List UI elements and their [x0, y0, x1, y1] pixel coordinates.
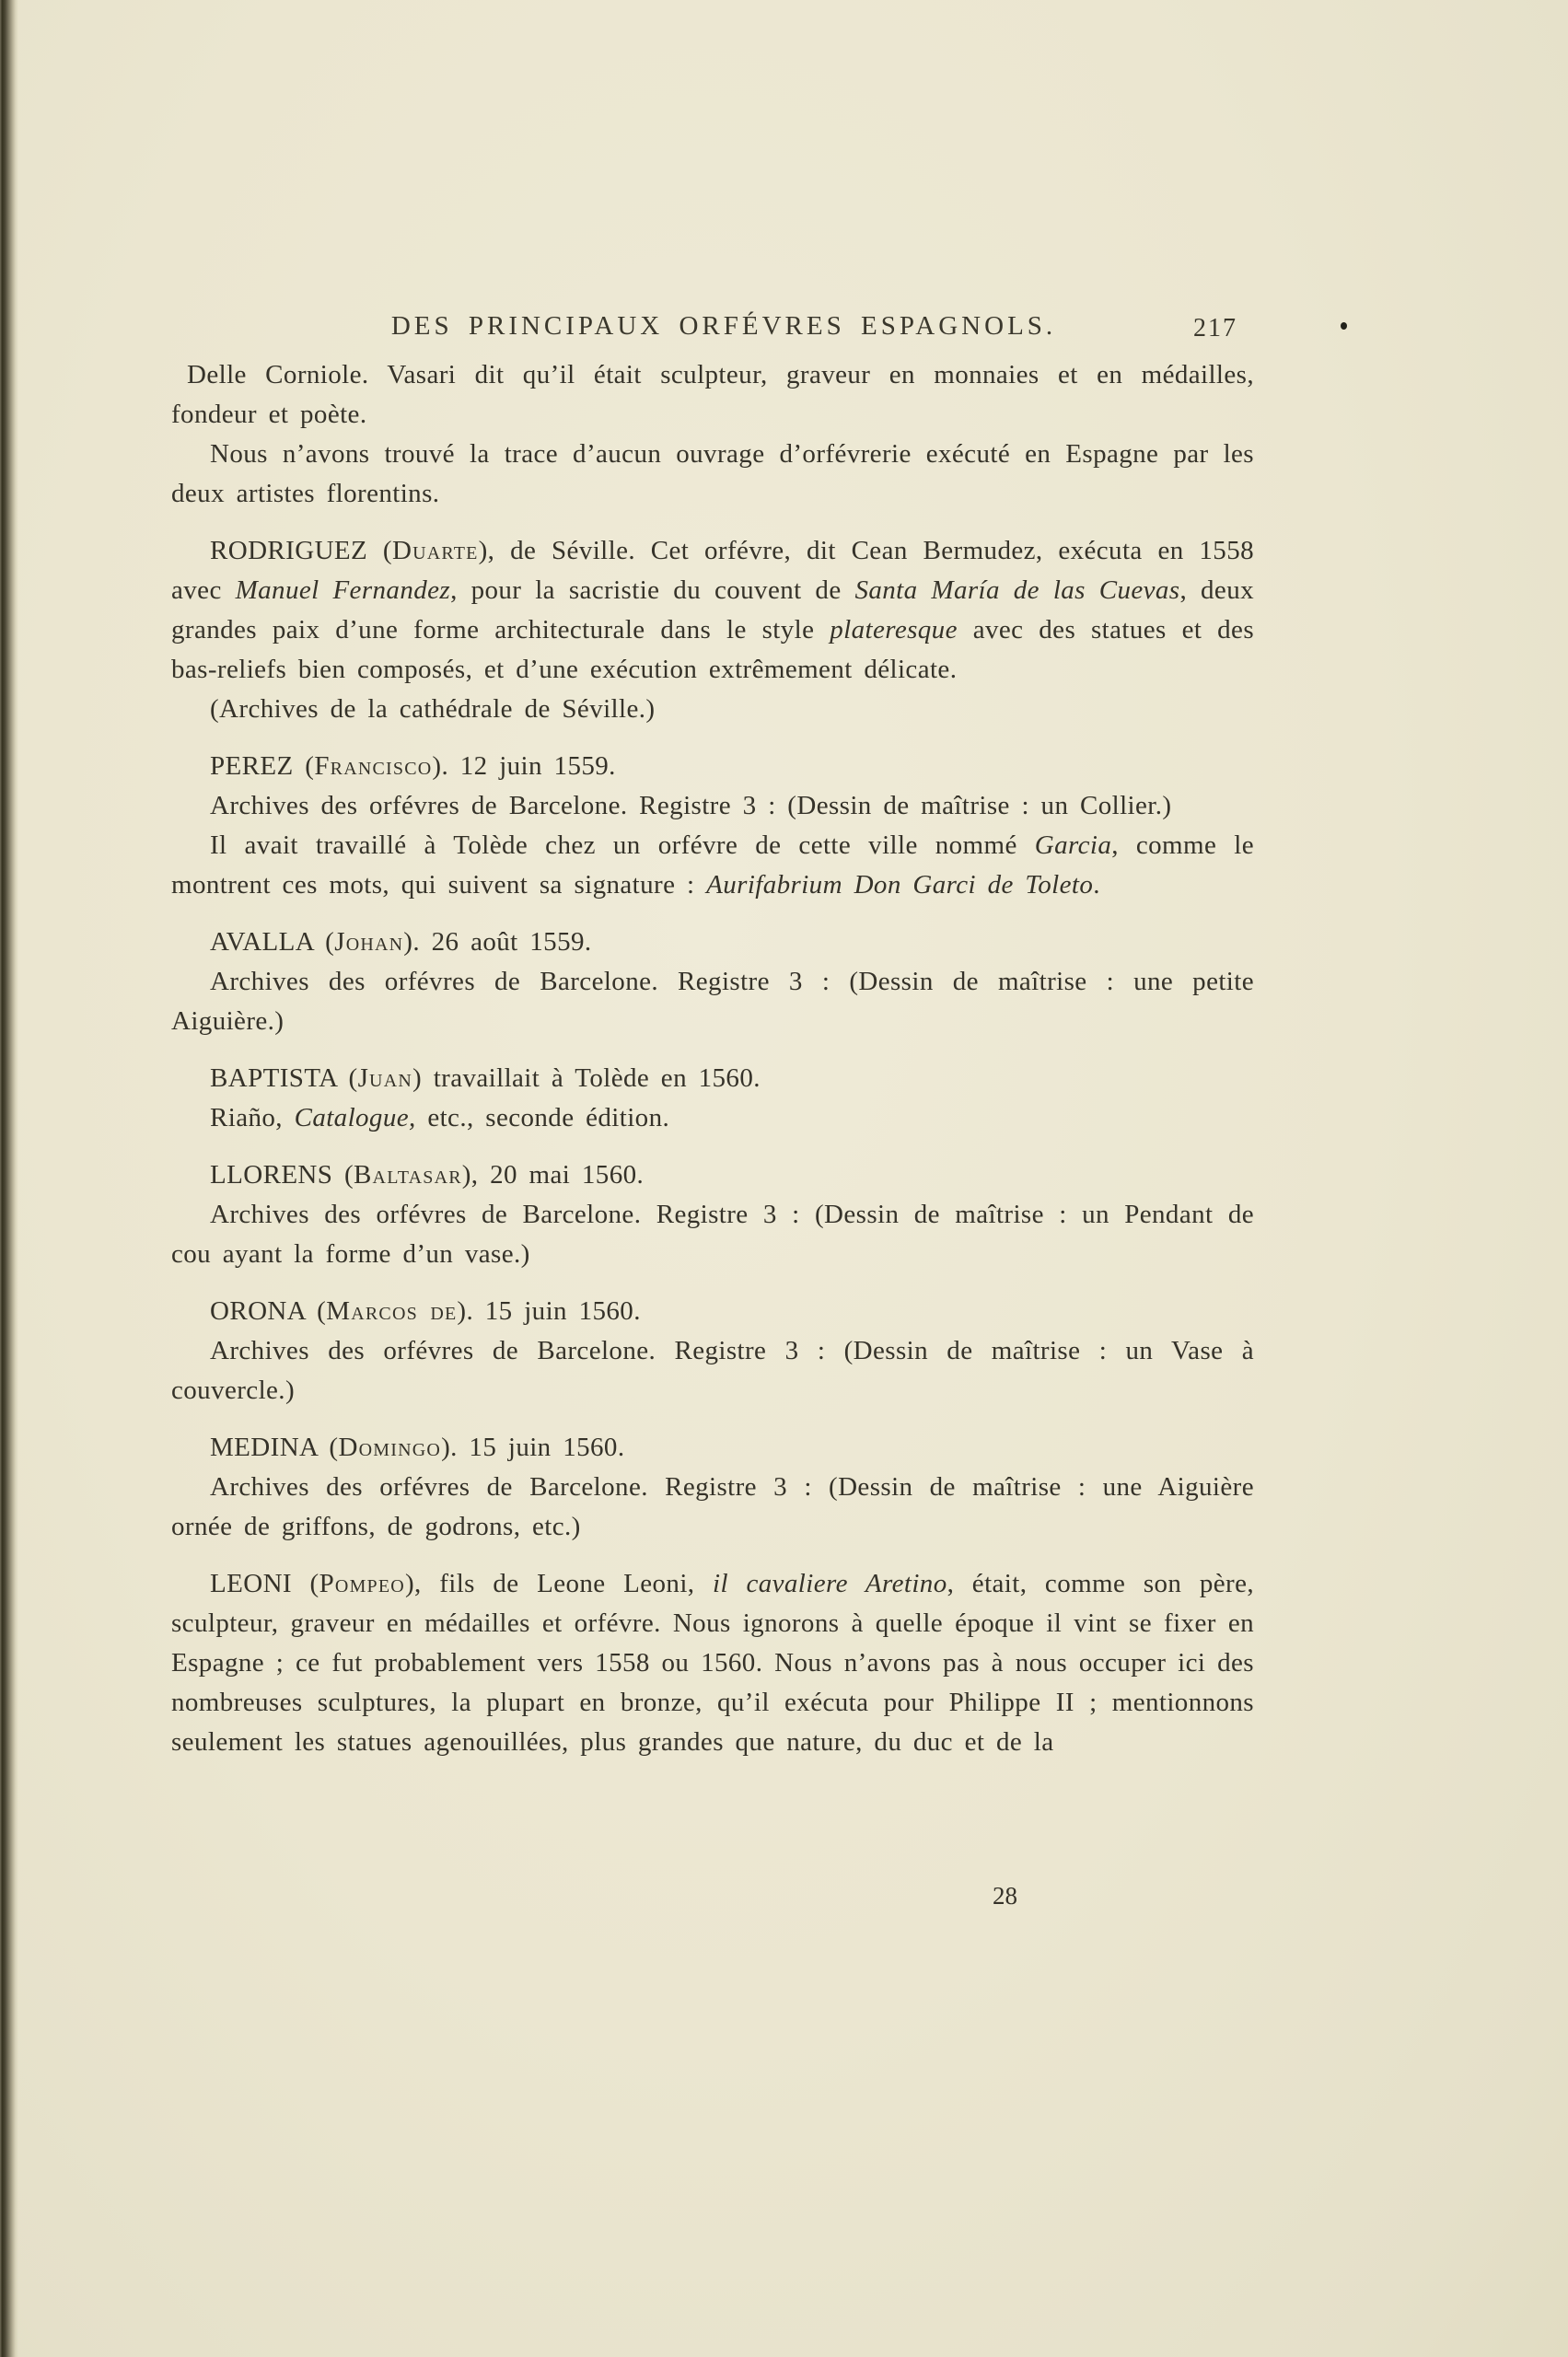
paragraph: [171, 962, 1254, 1041]
paragraph: [171, 826, 1254, 905]
paragraph: [171, 1292, 1254, 1331]
text-run: ), fils de Leone Leoni,: [404, 1569, 713, 1598]
text-run: Riaño,: [210, 1103, 295, 1132]
small-caps-name: Domingo: [338, 1433, 442, 1462]
text-run: Archives des orfévres de Barcelone. Registre 3 : (Dessin de maîtrise : une petite Aiguière.): [171, 967, 1254, 1036]
paragraph: [171, 1564, 1254, 1762]
text-run: Il avait travaillé à Tolède chez un orfévre de cette ville nommé: [210, 830, 1035, 860]
ink-dot: [1341, 322, 1347, 330]
page-title: DES PRINCIPAUX ORFÉVRES ESPAGNOLS.: [390, 311, 1057, 341]
page-number: 217: [1193, 314, 1237, 343]
italic-run: Catalogue,: [294, 1103, 416, 1132]
paragraph: [171, 531, 1254, 690]
text-run: Delle Corniole. Vasari dit qu’il était sculpteur, graveur en monnaies et en médailles, fondeur et poète.: [171, 360, 1254, 429]
paragraph: [171, 690, 1254, 729]
paragraph: [171, 1059, 1254, 1098]
text-run: ), 20 mai 1560.: [461, 1160, 645, 1190]
small-caps-name: Duarte: [391, 536, 479, 565]
text-run: Nous n’avons trouvé la trace d’aucun ouvrage d’orfévrerie exécuté en Espagne par les deux artistes florentins.: [171, 439, 1254, 508]
text-block: [171, 355, 1254, 1762]
text-run: LEONI (: [210, 1569, 319, 1598]
italic-run: il cavaliere Aretino: [712, 1569, 947, 1598]
text-run: Archives des orfévres de Barcelone. Registre 3 : (Dessin de maîtrise : un Vase à couvercle.): [171, 1336, 1254, 1405]
paragraph: [171, 355, 1254, 435]
text-run: avec des statues et des bas-reliefs bien composés, et d’une exécution extrêmement délicate.: [171, 615, 1254, 684]
small-caps-name: Francisco: [314, 751, 433, 781]
paragraph: [171, 1428, 1254, 1468]
running-header: [171, 311, 1276, 352]
text-run: , était, comme son père, sculpteur, graveur en médailles et orfévre. Nous ignorons à quelle époque il vint se fixer en Espagne ; ce fut probablement vers 1558 ou 1560. Nous n’avons pas à nous occuper ici des nombreuses sculptures, la plupart en bronze, qu’il exécuta pour Philippe II ; mentionnons seulement les statues agenouillées, plus grandes que nature, du duc et de la: [171, 1569, 1255, 1757]
text-run: ) travaillait à Tolède en 1560.: [412, 1063, 761, 1093]
text-run: ORONA (: [210, 1296, 327, 1326]
small-caps-name: Pompeo: [319, 1569, 405, 1598]
text-run: etc., seconde édition.: [415, 1103, 670, 1132]
text-run: BAPTISTA (: [210, 1063, 358, 1093]
binding-edge: [0, 0, 18, 2357]
italic-run: Manuel Fernandez: [235, 575, 451, 605]
italic-run: plateresque: [830, 615, 958, 644]
text-run: RODRIGUEZ (: [210, 536, 392, 565]
text-run: ). 15 juin 1560.: [457, 1296, 641, 1326]
text-run: MEDINA (: [210, 1433, 339, 1462]
text-run: AVALLA (: [210, 927, 335, 957]
text-run: ). 26 août 1559.: [403, 927, 592, 957]
small-caps-name: Johan: [334, 927, 404, 957]
paragraph: [171, 1098, 1254, 1138]
paragraph: [171, 1155, 1254, 1195]
text-run: .: [1093, 870, 1100, 900]
text-run: , comme le montrent ces mots, qui suivent sa signature :: [171, 830, 1254, 900]
small-caps-name: Marcos de: [326, 1296, 458, 1326]
text-run: Archives des orfévres de Barcelone. Registre 3 : (Dessin de maîtrise : un Collier.): [210, 791, 1172, 820]
paragraph: [171, 1468, 1254, 1547]
paragraph: [171, 747, 1254, 786]
small-caps-name: Juan: [357, 1063, 412, 1093]
signature-mark: 28: [993, 1882, 1017, 1910]
small-caps-name: Baltasar: [354, 1160, 462, 1190]
text-run: ), de Séville. Cet orfévre, dit Cean Bermudez, exécuta en 1558 avec: [171, 536, 1254, 605]
text-run: ). 15 juin 1560.: [441, 1433, 625, 1462]
paragraph: [171, 1195, 1254, 1274]
text-run: (Archives de la cathédrale de Séville.): [210, 694, 656, 724]
paragraph: [171, 435, 1254, 514]
text-run: ). 12 juin 1559.: [432, 751, 616, 781]
italic-run: Garcia: [1034, 830, 1112, 860]
text-run: PEREZ (: [210, 751, 315, 781]
paragraph: [171, 786, 1254, 826]
text-run: Archives des orfévres de Barcelone. Registre 3 : (Dessin de maîtrise : une Aiguière ornée de griffons, de godrons, etc.): [171, 1472, 1254, 1541]
italic-run: Santa María de las Cuevas: [854, 575, 1180, 605]
italic-run: Aurifabrium Don Garci de Toleto: [706, 870, 1094, 900]
text-run: , deux grandes paix d’une forme architecturale dans le style: [171, 575, 1254, 644]
paragraph: [171, 923, 1254, 962]
text-run: , pour la sacristie du couvent de: [450, 575, 855, 605]
paragraph: [171, 1331, 1254, 1411]
text-run: LLORENS (: [210, 1160, 354, 1190]
text-run: Archives des orfévres de Barcelone. Registre 3 : (Dessin de maîtrise : un Pendant de cou ayant la forme d’un vase.): [171, 1200, 1254, 1269]
